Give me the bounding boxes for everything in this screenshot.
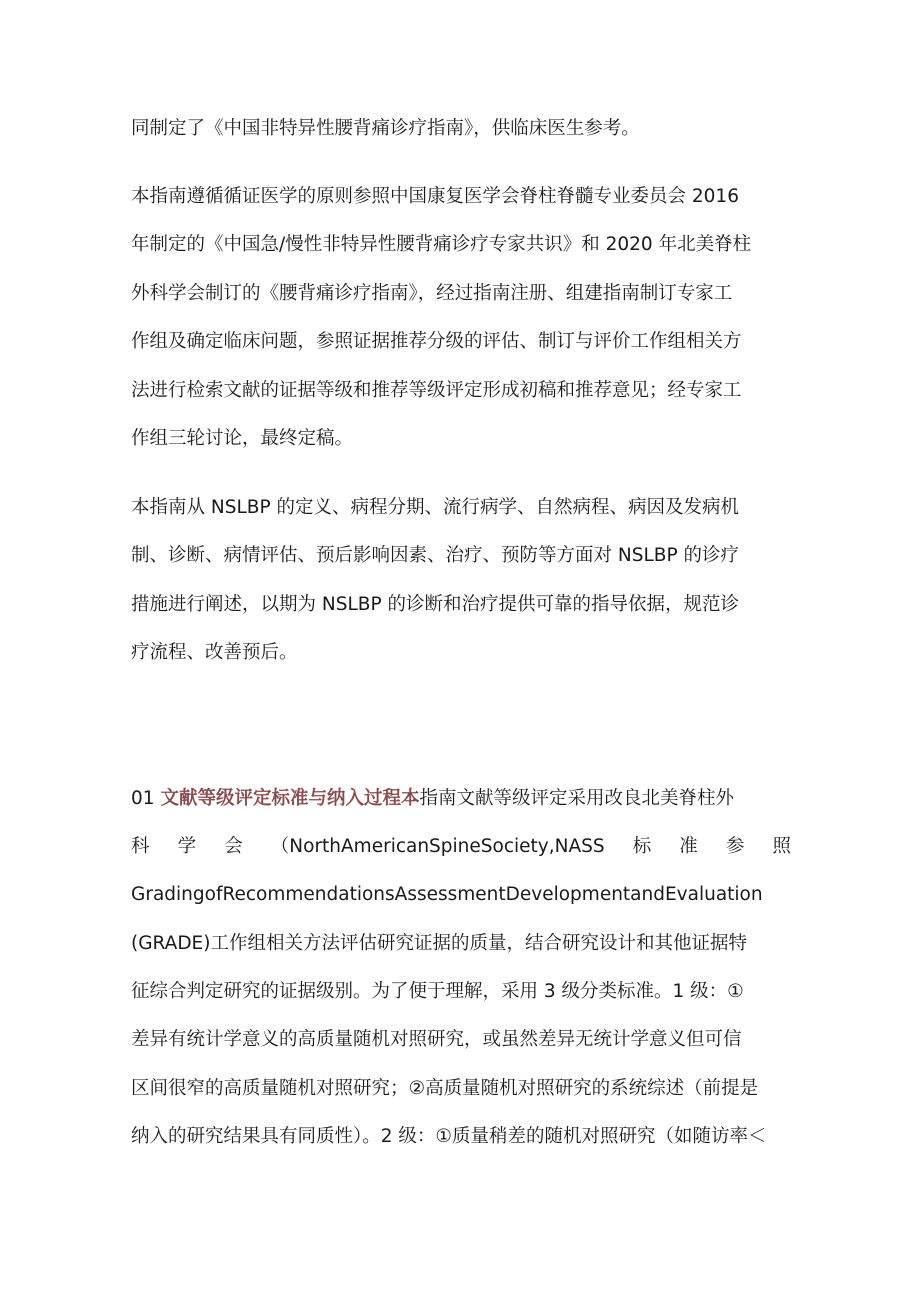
- paragraph-3-line-2: 制、诊断、病情评估、预后影响因素、治疗、预防等方面对 NSLBP 的诊疗: [131, 545, 740, 566]
- section-1-line-7: 区间很窄的高质量随机对照研究；②高质量随机对照研究的系统综述（前提是: [131, 1078, 759, 1099]
- paragraph-1-line-1: 同制定了《中国非特异性腰背痛诊疗指南》，供临床医生参考。: [131, 118, 640, 139]
- paragraph-2-line-6: 作组三轮讨论，最终定稿。: [131, 428, 354, 449]
- section-1-line-8: 纳入的研究结果具有同质性）。2 级：①质量稍差的随机对照研究（如随访率＜: [131, 1126, 767, 1147]
- section-1-line-4: (GRADE)工作组相关方法评估研究证据的质量，结合研究设计和其他证据特: [131, 933, 747, 954]
- section-1-line-2: [131, 834, 791, 860]
- section-number: 01: [131, 788, 155, 809]
- paragraph-2-line-5: 法进行检索文献的证据等级和推荐等级评定形成初稿和推荐意见；经专家工: [131, 380, 742, 401]
- justified-word: 会: [224, 836, 243, 857]
- paragraph-2-line-3: 外科学会制订的《腰背痛诊疗指南》，经过指南注册、组建指南制订专家工: [131, 283, 733, 304]
- justified-word: 学: [177, 836, 197, 857]
- paragraph-2-line-2: 年制定的《中国急/慢性非特异性腰背痛诊疗专家共识》和 2020 年北美脊柱: [131, 234, 752, 255]
- section-1-line-3: GradingofRecommendationsAssessmentDevelopmentandEvaluation: [131, 884, 763, 905]
- section-1-line-1-rest: 指南文献等级评定采用改良北美脊柱外: [419, 788, 734, 809]
- justified-word: 准: [679, 836, 698, 857]
- paragraph-2-line-4: 作组及确定临床问题，参照证据推荐分级的评估、制订与评价工作组相关方: [131, 331, 742, 352]
- section-1-line-1: [131, 786, 791, 812]
- justified-word: 科: [131, 836, 150, 857]
- section-1-line-6: 差异有统计学意义的高质量随机对照研究，或虽然差异无统计学意义但可信: [131, 1029, 742, 1050]
- paragraph-3-line-3: 措施进行阐述，以期为 NSLBP 的诊断和治疗提供可靠的指导依据，规范诊: [131, 594, 740, 615]
- paragraph-3-line-4: 疗流程、改善预后。: [131, 642, 298, 663]
- section-heading: 文献等级评定标准与纳入过程本: [160, 788, 420, 809]
- justified-word: （NorthAmericanSpineSociety,NASS: [270, 836, 605, 857]
- justified-word: 标: [632, 836, 652, 857]
- justified-word: 照: [772, 836, 791, 857]
- paragraph-3-line-1: 本指南从 NSLBP 的定义、病程分期、流行病学、自然病程、病因及发病机: [131, 497, 740, 518]
- paragraph-2-line-1: 本指南遵循循证医学的原则参照中国康复医学会脊柱脊髓专业委员会 2016: [131, 186, 739, 207]
- section-1-line-5: 征综合判定研究的证据级别。为了便于理解，采用 3 级分类标准。1 级：①: [131, 981, 744, 1002]
- justified-word: 参: [725, 836, 745, 857]
